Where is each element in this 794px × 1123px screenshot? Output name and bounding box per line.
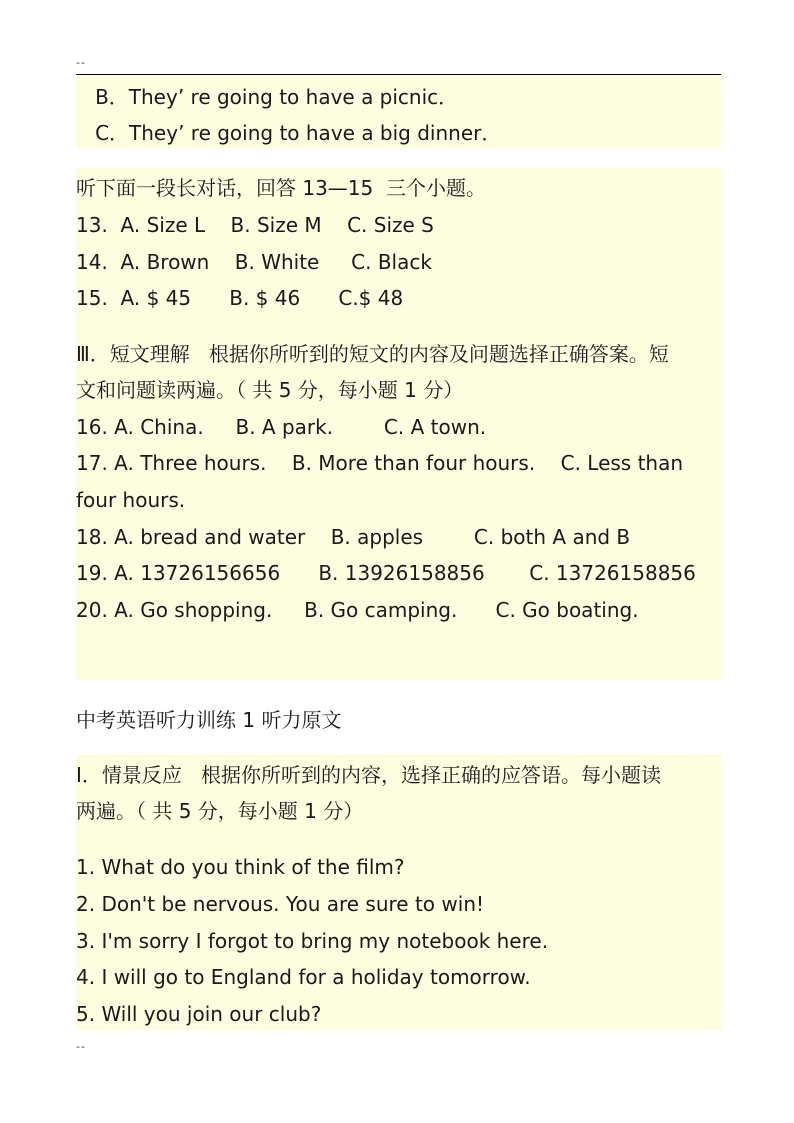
text-line: C．They’ re going to have a big dinner．	[76, 121, 502, 145]
text-line: 17. A. Three hours. B. More than four hours. C. Less than	[76, 451, 684, 475]
text-line: 2. Don't be nervous. You are sure to win!	[76, 892, 485, 916]
text-line: Ⅲ．短文理解 根据你所听到的短文的内容及问题选择正确答案。短	[76, 342, 669, 366]
top-rule	[76, 74, 721, 75]
text-line: 两遍。（ 共 5 分，每小题 1 分）	[76, 799, 364, 823]
text-line: 文和问题读两遍。（ 共 5 分，每小题 1 分）	[76, 378, 464, 402]
text-line: 4. I will go to England for a holiday tomorrow.	[76, 965, 531, 989]
text-line: Ⅰ．情景反应 根据你所听到的内容，选择正确的应答语。每小题读	[76, 763, 661, 787]
text-line: 听下面一段长对话，回答 13—15 三个小题。	[76, 176, 486, 200]
text-line: 19. A. 13726156656 B. 13926158856 C. 13726158856	[76, 561, 696, 585]
text-line: 1. What do you think of the film?	[76, 855, 405, 879]
text-line: B．They’ re going to have a picnic．	[76, 85, 459, 109]
text-line: 18. A. bread and water B. apples C. both A and B	[76, 525, 631, 549]
text-line: 20. A. Go shopping. B. Go camping. C. Go boating.	[76, 598, 639, 622]
footer-mark: --	[76, 1040, 86, 1053]
text-line: 14. A. Brown B. White C. Black	[76, 250, 432, 274]
text-line: 13. A. Size L B. Size M C. Size S	[76, 213, 434, 237]
text-line: 5. Will you join our club?	[76, 1002, 322, 1026]
text-line: four hours.	[76, 488, 186, 512]
text-line: 16. A. China. B. A park. C. A town.	[76, 415, 487, 439]
text-line: 15. A. $ 45 B. $ 46 C.$ 48	[76, 286, 404, 310]
text-line: 3. I'm sorry I forgot to bring my notebook here.	[76, 929, 549, 953]
header-mark: --	[76, 56, 86, 69]
text-line: 中考英语听力训练 1 听力原文	[76, 708, 342, 732]
